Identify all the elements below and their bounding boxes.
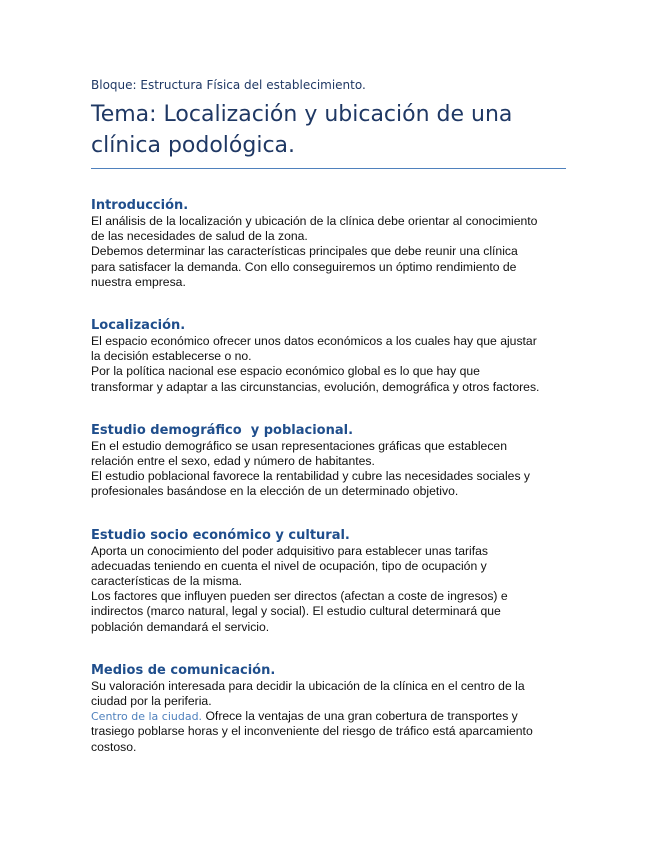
section-heading: Estudio socio económico y cultural. bbox=[91, 527, 350, 543]
text-line: Ofrece la ventajas de una gran cobertura de transportes y bbox=[202, 709, 518, 724]
title-line-2: clínica podológica. bbox=[91, 133, 296, 158]
text-line: Aporta un conocimiento del poder adquisitivo para establecer unas tarifas bbox=[91, 543, 489, 558]
text-line: población demandará el servicio. bbox=[91, 619, 270, 634]
text-line: para satisfacer la demanda. Con ello conseguiremos un óptimo rendimiento de bbox=[91, 259, 517, 274]
section-medios-comunicacion bbox=[91, 662, 566, 755]
text-line: Los factores que influyen pueden ser directos (afectan a coste de ingresos) e bbox=[91, 589, 508, 604]
section-heading: Medios de comunicación. bbox=[91, 662, 276, 678]
title-divider bbox=[91, 168, 566, 169]
text-line: indirectos (marco natural, legal y social). El estudio cultural determinará que bbox=[91, 604, 501, 619]
block-label: Bloque: Estructura Física del establecimiento. bbox=[91, 78, 366, 92]
section-estudio-socio-economico bbox=[91, 527, 566, 635]
section-heading: Localización. bbox=[91, 318, 186, 334]
text-line: adecuadas teniendo en cuenta el nivel de ocupación, tipo de ocupación y bbox=[91, 558, 487, 573]
text-line: profesionales basándose en la elección de un determinado objetivo. bbox=[91, 484, 459, 499]
inline-subheading: Centro de la ciudad. bbox=[91, 710, 203, 724]
title-line-1: Tema: Localización y ubicación de una bbox=[91, 102, 513, 127]
section-heading: Estudio demográfico y poblacional. bbox=[91, 422, 354, 438]
page-title bbox=[91, 99, 566, 161]
text-line: características de la misma. bbox=[91, 574, 243, 589]
paragraph bbox=[91, 334, 566, 395]
section-introduccion bbox=[91, 197, 566, 290]
paragraph bbox=[91, 544, 566, 635]
text-line: Su valoración interesada para decidir la ubicación de la clínica en el centro de la bbox=[91, 678, 525, 693]
text-line: Por la política nacional ese espacio económico global es lo que hay que bbox=[91, 364, 480, 379]
paragraph bbox=[91, 214, 566, 290]
text-line: El estudio poblacional favorece la rentabilidad y cubre las necesidades sociales y bbox=[91, 469, 531, 484]
section-estudio-demografico bbox=[91, 422, 566, 500]
text-line: Debemos determinar las características principales que debe reunir una clínica bbox=[91, 244, 518, 259]
text-line: costoso. bbox=[91, 739, 137, 754]
text-line: la decisión establecerse o no. bbox=[91, 349, 252, 364]
text-line: trasiego poblarse horas y el inconveniente del riesgo de tráfico está aparcamiento bbox=[91, 724, 533, 739]
text-line: El espacio económico ofrecer unos datos económicos a los cuales hay que ajustar bbox=[91, 334, 537, 349]
text-line: ciudad por la periferia. bbox=[91, 694, 212, 709]
text-line: En el estudio demográfico se usan representaciones gráficas que establecen bbox=[91, 438, 507, 453]
text-line: transformar y adaptar a las circunstancias, evolución, demográfica y otros factores. bbox=[91, 379, 540, 394]
text-line: relación entre el sexo, edad y número de habitantes. bbox=[91, 454, 375, 469]
text-line: El análisis de la localización y ubicación de la clínica debe orientar al conocimiento bbox=[91, 214, 538, 228]
text-line: de las necesidades de salud de la zona. bbox=[91, 229, 308, 244]
paragraph bbox=[91, 679, 566, 755]
text-line: nuestra empresa. bbox=[91, 274, 186, 289]
paragraph bbox=[91, 439, 566, 500]
section-heading: Introducción. bbox=[91, 198, 189, 213]
section-localizacion bbox=[91, 317, 566, 395]
document-page bbox=[91, 78, 566, 755]
